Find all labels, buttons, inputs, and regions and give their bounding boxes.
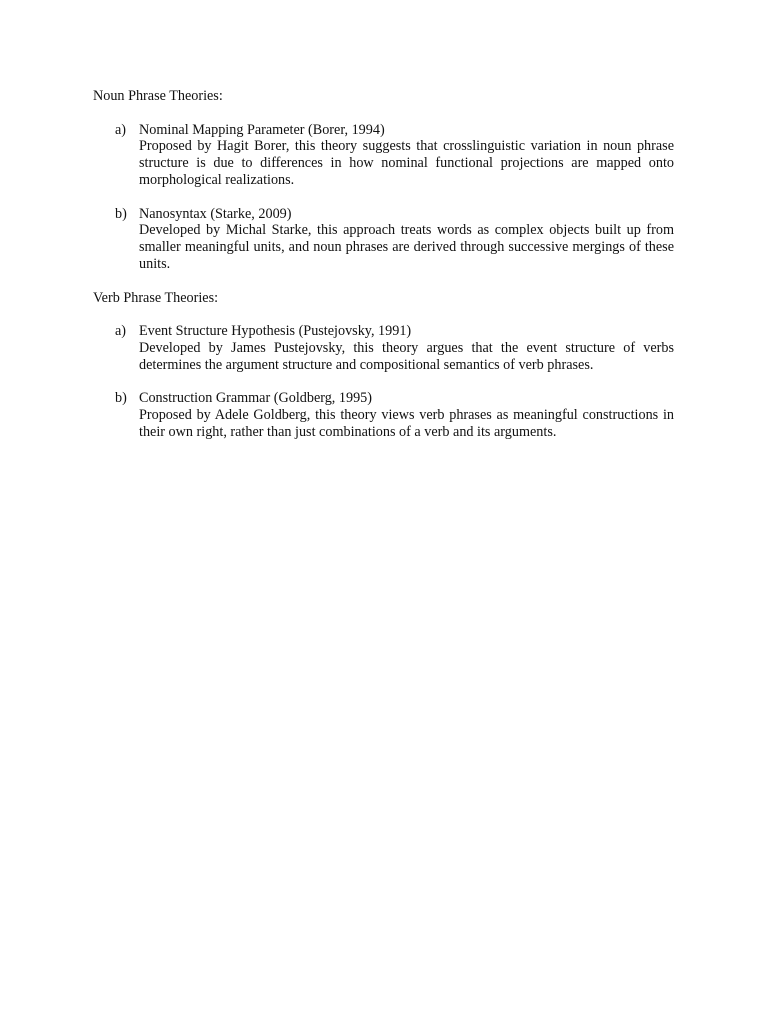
noun-phrase-section: [93, 88, 674, 273]
theory-description: Developed by James Pustejovsky, this theory argues that the event structure of verbs determines the argument structure and compositional semantics of verb phrases.: [139, 339, 674, 373]
list-item: [93, 390, 674, 440]
theory-description: Proposed by Hagit Borer, this theory suggests that crosslinguistic variation in noun phrase structure is due to differences in how nominal functional projections are mapped onto morphological realizations.: [139, 138, 674, 188]
list-marker: b): [115, 205, 127, 222]
list-item: [93, 206, 674, 273]
theory-list: [93, 122, 674, 273]
section-heading: Noun Phrase Theories:: [93, 88, 223, 104]
list-item: [93, 323, 674, 373]
list-marker: a): [115, 323, 127, 340]
theory-title: Nominal Mapping Parameter (Borer, 1994): [139, 121, 385, 138]
section-heading: Verb Phrase Theories:: [93, 289, 219, 306]
verb-phrase-section: [93, 290, 674, 441]
theory-description: Developed by Michal Starke, this approach treats words as complex objects built up from smaller meaningful units, and noun phrases are derived through successive mergings of these units.: [139, 222, 674, 272]
list-marker: b): [115, 390, 127, 407]
theory-title: Nanosyntax (Starke, 2009): [139, 205, 292, 222]
list-item: [93, 122, 674, 189]
theory-description: Proposed by Adele Goldberg, this theory views verb phrases as meaningful constructions in their own right, rather than just combinations of a verb and its arguments.: [139, 407, 674, 440]
list-marker: a): [115, 121, 127, 138]
theory-title: Event Structure Hypothesis (Pustejovsky, 1991): [139, 323, 412, 340]
theory-title: Construction Grammar (Goldberg, 1995): [139, 390, 372, 407]
document-body: [93, 88, 674, 458]
theory-list: [93, 323, 674, 441]
